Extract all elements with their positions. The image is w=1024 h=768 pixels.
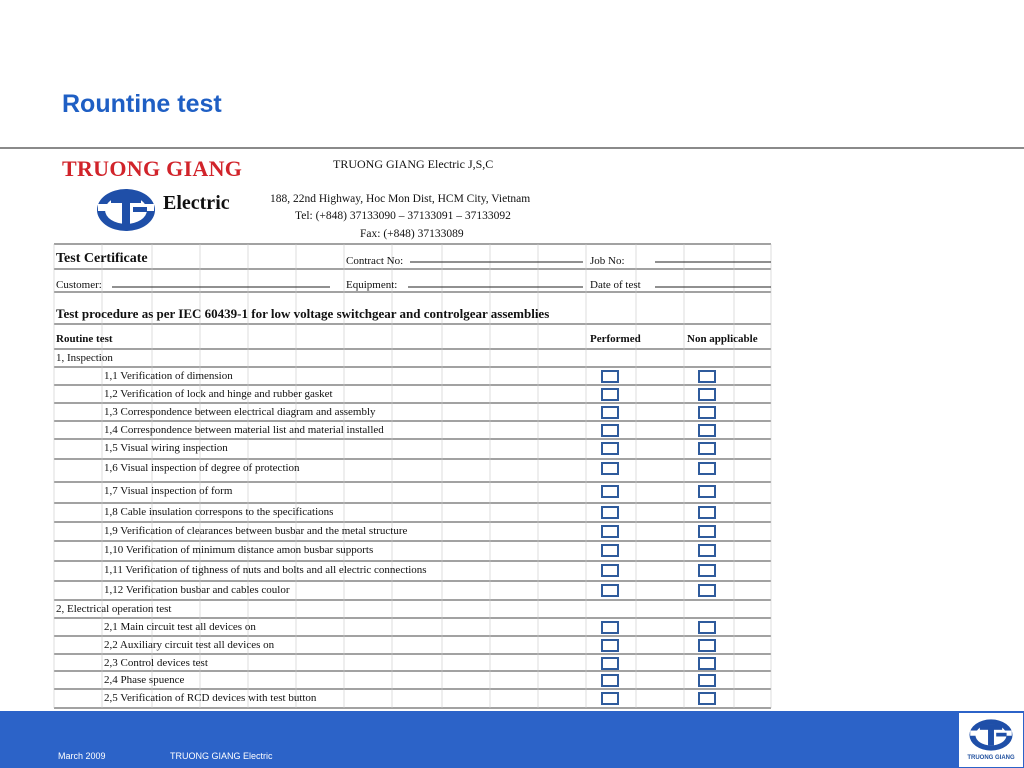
test-item-label: 1,9 Verification of clearances between busbar and the metal structure: [104, 525, 408, 537]
performed-checkbox[interactable]: [601, 424, 619, 437]
non-applicable-checkbox[interactable]: [698, 370, 716, 383]
non-applicable-checkbox[interactable]: [698, 639, 716, 652]
test-certificate-document: [0, 149, 1024, 711]
non-applicable-checkbox[interactable]: [698, 674, 716, 687]
footer-company: TRUONG GIANG Electric: [170, 751, 273, 761]
non-applicable-checkbox[interactable]: [698, 584, 716, 597]
footer-bar: [0, 711, 1024, 768]
brand-subtitle: Electric: [163, 192, 230, 214]
non-applicable-checkbox[interactable]: [698, 506, 716, 519]
company-fax: Fax: (+848) 37133089: [360, 228, 464, 240]
performed-checkbox[interactable]: [601, 674, 619, 687]
test-item-label: 1,4 Correspondence between material list and material installed: [104, 424, 384, 436]
performed-checkbox[interactable]: [601, 692, 619, 705]
test-item-label: 1,8 Cable insulation correspons to the specifications: [104, 506, 334, 518]
performed-checkbox[interactable]: [601, 442, 619, 455]
performed-checkbox[interactable]: [601, 639, 619, 652]
test-item-label: 1,5 Visual wiring inspection: [104, 442, 228, 454]
non-applicable-checkbox[interactable]: [698, 406, 716, 419]
company-address: 188, 22nd Highway, Hoc Mon Dist, HCM City, Vietnam: [270, 193, 531, 205]
performed-checkbox[interactable]: [601, 388, 619, 401]
footer-logo: [959, 713, 1023, 767]
company-name: TRUONG GIANG Electric J,S,C: [333, 157, 494, 171]
footer-date: March 2009: [58, 751, 106, 761]
performed-checkbox[interactable]: [601, 370, 619, 383]
procedure-heading: Test procedure as per IEC 60439-1 for low voltage switchgear and controlgear assemblies: [56, 306, 550, 321]
test-item-label: 1,1 Verification of dimension: [104, 370, 233, 382]
date-of-test-label: Date of test: [590, 279, 641, 291]
test-item-label: 2,3 Control devices test: [104, 657, 208, 669]
test-item-label: 2,4 Phase spuence: [104, 674, 185, 686]
non-applicable-checkbox[interactable]: [698, 544, 716, 557]
performed-checkbox[interactable]: [601, 621, 619, 634]
footer-logo-text: TRUONG GIANG: [967, 755, 1015, 761]
brand-name: TRUONG GIANG: [62, 156, 243, 181]
test-item-label: 1,12 Verification busbar and cables coulor: [104, 584, 290, 596]
non-applicable-checkbox[interactable]: [698, 462, 716, 475]
job-no-label: Job No:: [590, 255, 625, 267]
performed-checkbox[interactable]: [601, 406, 619, 419]
company-tel: Tel: (+848) 37133090 – 37133091 – 37133092: [295, 210, 511, 222]
contract-no-label: Contract No:: [346, 255, 404, 267]
performed-checkbox[interactable]: [601, 584, 619, 597]
test-item-label: 2,1 Main circuit test all devices on: [104, 621, 256, 633]
non-applicable-checkbox[interactable]: [698, 621, 716, 634]
non-applicable-checkbox[interactable]: [698, 657, 716, 670]
performed-checkbox[interactable]: [601, 564, 619, 577]
footer-logo-icon: [968, 716, 1014, 754]
performed-checkbox[interactable]: [601, 462, 619, 475]
performed-checkbox[interactable]: [601, 506, 619, 519]
performed-checkbox[interactable]: [601, 485, 619, 498]
routine-test-heading: Routine test: [56, 333, 113, 345]
test-item-label: 1,11 Verification of tighness of nuts and bolts and all electric connections: [104, 564, 427, 576]
non-applicable-checkbox[interactable]: [698, 525, 716, 538]
test-item-label: 2,2 Auxiliary circuit test all devices on: [104, 639, 275, 651]
test-item-label: 1,3 Correspondence between electrical diagram and assembly: [104, 406, 376, 418]
test-certificate-label: Test Certificate: [56, 251, 148, 266]
non-applicable-heading: Non applicable: [687, 333, 758, 345]
non-applicable-checkbox[interactable]: [698, 424, 716, 437]
non-applicable-checkbox[interactable]: [698, 485, 716, 498]
non-applicable-checkbox[interactable]: [698, 388, 716, 401]
test-item-label: 1,7 Visual inspection of form: [104, 485, 233, 497]
performed-checkbox[interactable]: [601, 544, 619, 557]
section-title: 1, Inspection: [56, 352, 113, 364]
non-applicable-checkbox[interactable]: [698, 442, 716, 455]
test-item-label: 2,5 Verification of RCD devices with test button: [104, 692, 317, 704]
customer-label: Customer:: [56, 279, 102, 291]
test-item-label: 1,2 Verification of lock and hinge and rubber gasket: [104, 388, 333, 400]
performed-checkbox[interactable]: [601, 525, 619, 538]
slide-title: Rountine test: [62, 90, 222, 118]
test-item-label: 1,6 Visual inspection of degree of protection: [104, 462, 300, 474]
test-item-label: 1,10 Verification of minimum distance amon busbar supports: [104, 544, 374, 556]
non-applicable-checkbox[interactable]: [698, 564, 716, 577]
performed-heading: Performed: [590, 333, 641, 345]
performed-checkbox[interactable]: [601, 657, 619, 670]
non-applicable-checkbox[interactable]: [698, 692, 716, 705]
section-title: 2, Electrical operation test: [56, 603, 172, 615]
equipment-label: Equipment:: [346, 279, 398, 291]
